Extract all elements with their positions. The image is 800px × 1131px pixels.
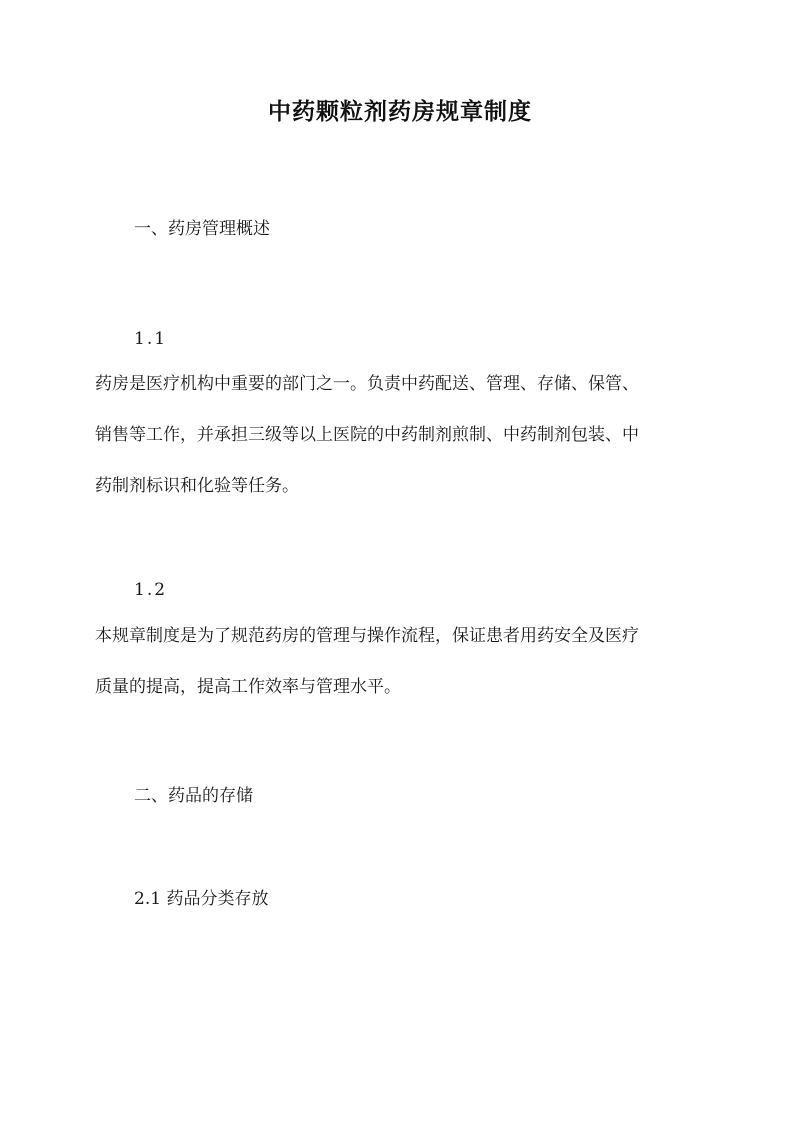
paragraph-line: 本规章制度是为了规范药房的管理与操作流程，保证患者用药安全及医疗	[95, 626, 639, 646]
paragraph-line: 药房是医疗机构中重要的部门之一。负责中药配送、管理、存储、保管、	[95, 374, 639, 394]
paragraph-line: 药制剂标识和化验等任务。	[95, 476, 299, 496]
subsection-number: 1.1	[134, 329, 168, 349]
section-heading: 二、药品的存储	[134, 786, 253, 806]
subsection-number: 1.2	[134, 580, 168, 600]
paragraph-line: 销售等工作，并承担三级等以上医院的中药制剂煎制、中药制剂包装、中	[95, 425, 639, 445]
document-title: 中药颗粒剂药房规章制度	[268, 98, 532, 125]
subsection-heading: 2.1 药品分类存放	[134, 889, 269, 909]
paragraph-line: 质量的提高，提高工作效率与管理水平。	[95, 677, 401, 697]
section-heading: 一、药房管理概述	[134, 219, 270, 239]
